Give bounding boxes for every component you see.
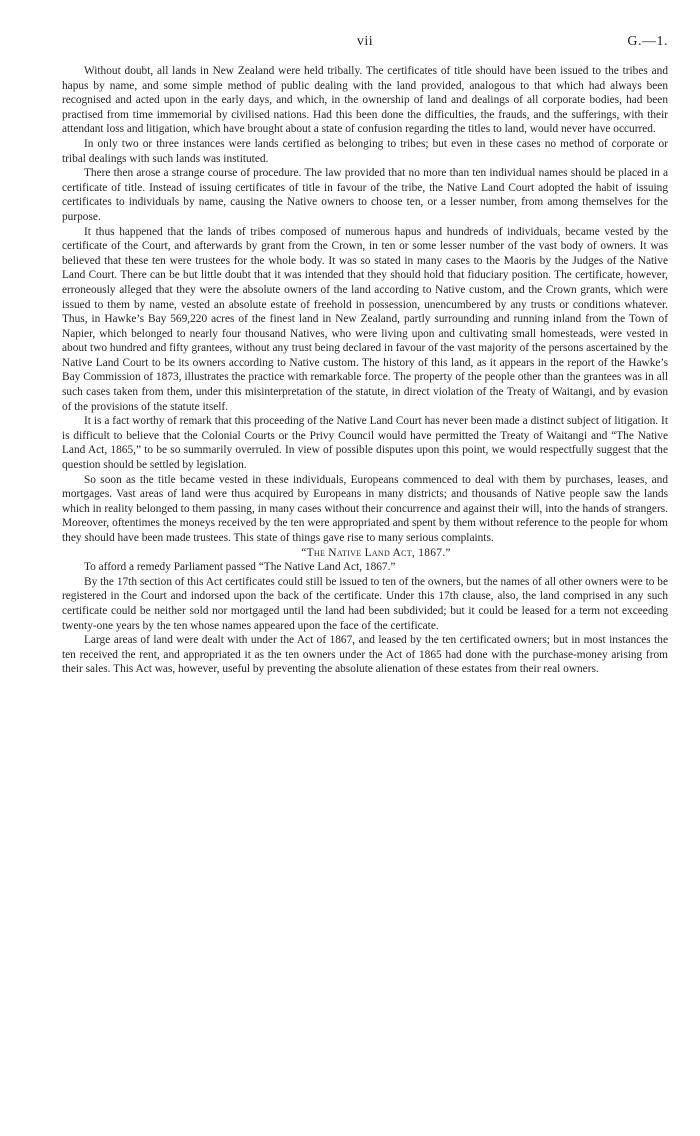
document-body (62, 64, 668, 677)
paragraph-strange-procedure: There then arose a strange course of procedure. The law provided that no more than ten individual names should be placed in a certificate of title. Instead of issuing certificates of title in favour of the tribe, the Native Land Court adopted the habit of issuing certificates to individuals by name, causing the Native owners to choose ten, or a lesser number, from among themselves for the purpose. (62, 167, 668, 223)
paragraph-vested-lands: It thus happened that the lands of tribes composed of numerous hapus and hundreds of individuals, became vested by the certificate of the Court, and afterwards by grant from the Crown, in ten or some lesser number of the vast body of owners. It was believed that these ten were trustees for the whole body. It was so stated in many cases to the Maoris by the Judges of the Native Land Court. There can be but little doubt that it was intended that they should hold that fiduciary position. The certificate, however, erroneously alleged that they were the absolute owners of the land according to Native custom, and the Crown grants, which were issued to them by name, vested an absolute estate of freehold in possession, unencumbered by any trusts or conditions whatever. Thus, in Hawke’s Bay 569,220 acres of the finest land in New Zealand, partly surrounding and running inland from the Town of Napier, which belonged to nearly four thousand Natives, who were living upon and cultivating small homesteads, were vested in about two hundred and fifty grantees, without any trust being declared in favour of the vast majority of the persons ascertained by the Native Land Court to be its owners according to Native custom. The history of this land, as it appears in the report of the Hawke’s Bay Commission of 1873, illustrates the practice with remarkable force. The property of the people other than the grantees was in all such cases taken from them, under this misinterpretation of the statute, in direct violation of the Treaty of Waitangi, and by evasion of the provisions of the statute itself. (62, 225, 668, 413)
paragraph-large-areas: Large areas of land were dealt with under the Act of 1867, and leased by the ten certificated owners; but in most instances the ten received the rent, and appropriated it as the ten owners under the Act of 1865 had done with the purchase-money arising from their sales. This Act was, however, useful by preventing the absolute alienation of these estates from their real owners. (62, 634, 668, 676)
paragraph-remedy: To afford a remedy Parliament passed “The Native Land Act, 1867.” (84, 561, 396, 574)
paragraph-litigation-remark: It is a fact worthy of remark that this proceeding of the Native Land Court has never been made a distinct subject of litigation. It is difficult to believe that the Colonial Courts or the Privy Council would have permitted the Treaty of Waitangi and “The Native Land Act, 1865,” to be so summarily overruled. In view of possible disputes upon this point, we would respectfully suggest that the question should be settled by legislation. (62, 415, 668, 472)
document-reference: G.—1. (627, 34, 668, 49)
page-number: vii (356, 34, 374, 49)
page-header (62, 34, 668, 54)
paragraph-section-17: By the 17th section of this Act certificates could still be issued to ten of the owners, but the names of all other owners were to be registered in the Court and indorsed upon the back of the certificate. Under this 17th clause, also, the land comprised in any such certificate could be neither sold nor mortgaged until the land had been subdivided; but it could be leased for a term not exceeding twenty-one years by the ten whose names appeared upon the face of the certificate. (62, 575, 668, 632)
paragraph-tribal-certificates: In only two or three instances were lands certified as belonging to tribes; but even in these cases no method of corporate or tribal dealings with such lands was instituted. (62, 137, 668, 165)
paragraph-tribal-holding: Without doubt, all lands in New Zealand were held tribally. The certificates of title should have been issued to the tribes and hapus by name, and some simple method of public dealing with the land provided, analogous to that which had always been recognised and acted upon in the early days, and which, in the ownership of land and dealings of all corporate bodies, had been practised from time immemorial by civilised nations. Had this been done the difficulties, the frauds, and the sufferings, with their attendant loss and litigation, which have brought about a state of confusion regarding the titles to land, would never have occurred. (62, 65, 668, 136)
section-heading: “The Native Land Act, 1867.” (301, 546, 451, 559)
paragraph-european-dealings: So soon as the title became vested in these individuals, Europeans commenced to deal with them by purchases, leases, and mortgages. Vast areas of land were thus acquired by Europeans in many districts; and thousands of Native people saw the lands which in reality belonged to them passing, in many cases without their concurrence and against their will, into the hands of strangers. Moreover, oftentimes the moneys received by the ten were appropriated and spent by them without reference to the people for whom they should have been made trustees. This state of things gave rise to many serious complaints. (62, 473, 668, 544)
